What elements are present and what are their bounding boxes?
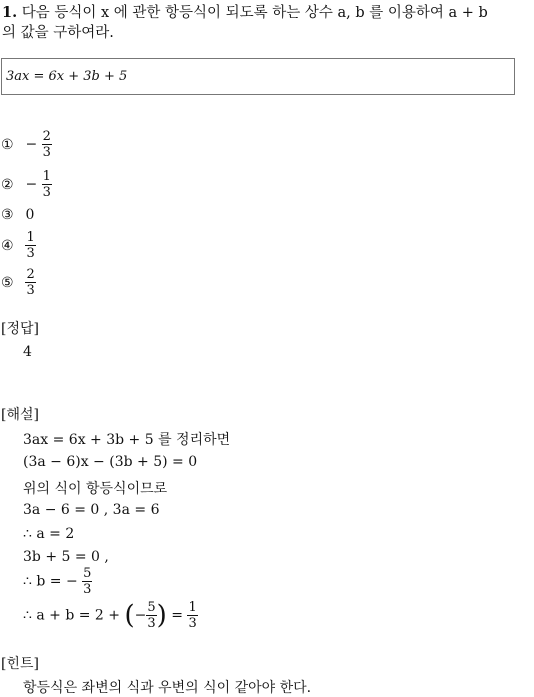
- explanation-line-1: 3ax = 6x + 3b + 5 를 정리하면: [23, 432, 231, 448]
- right-paren: ): [156, 600, 167, 631]
- choice-1-den: 3: [42, 145, 51, 160]
- choice-1-num: 2: [42, 129, 51, 144]
- choice-2-sign: −: [25, 176, 38, 193]
- choice-3-value: 0: [25, 207, 35, 223]
- choice-1-mark: ①: [1, 136, 14, 153]
- explanation-final-line: [23, 600, 198, 631]
- choice-2[interactable]: [1, 169, 52, 200]
- question-number: 1.: [2, 4, 18, 21]
- choice-1[interactable]: [1, 129, 52, 160]
- choice-1-sign: −: [25, 136, 38, 153]
- choice-5-mark: ⑤: [1, 274, 14, 291]
- choice-2-mark: ②: [1, 176, 14, 193]
- answer-label: [정답]: [1, 321, 39, 337]
- final-inner-fraction: [146, 600, 156, 631]
- question-text: 다음 등식이 x 에 관한 항등식이 되도록 하는 상수 a, b 를 이용하여 a + b: [21, 5, 488, 21]
- choice-5-fraction: [25, 267, 35, 298]
- equation-text: 3ax = 6x + 3b + 5: [6, 69, 128, 84]
- choice-4-den: 3: [26, 246, 35, 261]
- explanation-b-line: [23, 566, 92, 597]
- final-den: 3: [188, 616, 197, 631]
- final-num: 1: [188, 600, 197, 615]
- final-inner-sign: −: [134, 607, 147, 624]
- choice-5-den: 3: [26, 283, 35, 298]
- explanation-line-2: (3a − 6)x − (3b + 5) = 0: [23, 454, 198, 470]
- choice-4[interactable]: [1, 230, 36, 261]
- hint-text: 항등식은 좌변의 식과 우변의 식이 같아야 한다.: [23, 680, 312, 696]
- answer-value: 4: [23, 344, 32, 360]
- choice-5-num: 2: [26, 267, 35, 282]
- final-inner-num: 5: [147, 600, 156, 615]
- final-inner-den: 3: [147, 616, 156, 631]
- question-line-1: [2, 2, 488, 24]
- choice-1-fraction: [42, 129, 52, 160]
- final-prefix: ∴ a + b = 2 +: [23, 607, 121, 624]
- left-paren: (: [124, 600, 135, 631]
- final-equals: =: [171, 607, 183, 624]
- choice-4-num: 1: [26, 230, 35, 245]
- explanation-line-5: ∴ a = 2: [23, 526, 75, 542]
- choice-2-fraction: [42, 169, 52, 200]
- final-fraction: [187, 600, 197, 631]
- explanation-line-3: 위의 식이 항등식이므로: [23, 481, 168, 497]
- b-den: 3: [83, 582, 92, 597]
- choice-4-mark: ④: [1, 237, 14, 254]
- explanation-label: [해설]: [1, 407, 39, 423]
- hint-label: [힌트]: [1, 656, 39, 672]
- choice-3-mark: ③: [1, 207, 14, 223]
- explanation-line-4: 3a − 6 = 0 , 3a = 6: [23, 502, 160, 518]
- b-prefix: ∴ b = −: [23, 573, 78, 590]
- equation-box: [1, 58, 515, 95]
- choice-2-den: 3: [42, 185, 51, 200]
- explanation-line-6: 3b + 5 = 0 ,: [23, 549, 109, 565]
- b-fraction: [82, 566, 92, 597]
- choice-3[interactable]: [1, 207, 34, 223]
- b-num: 5: [83, 566, 92, 581]
- choice-2-num: 1: [42, 169, 51, 184]
- choice-4-fraction: [25, 230, 35, 261]
- question-line-2: 의 값을 구하여라.: [2, 25, 114, 41]
- choice-5[interactable]: [1, 267, 36, 298]
